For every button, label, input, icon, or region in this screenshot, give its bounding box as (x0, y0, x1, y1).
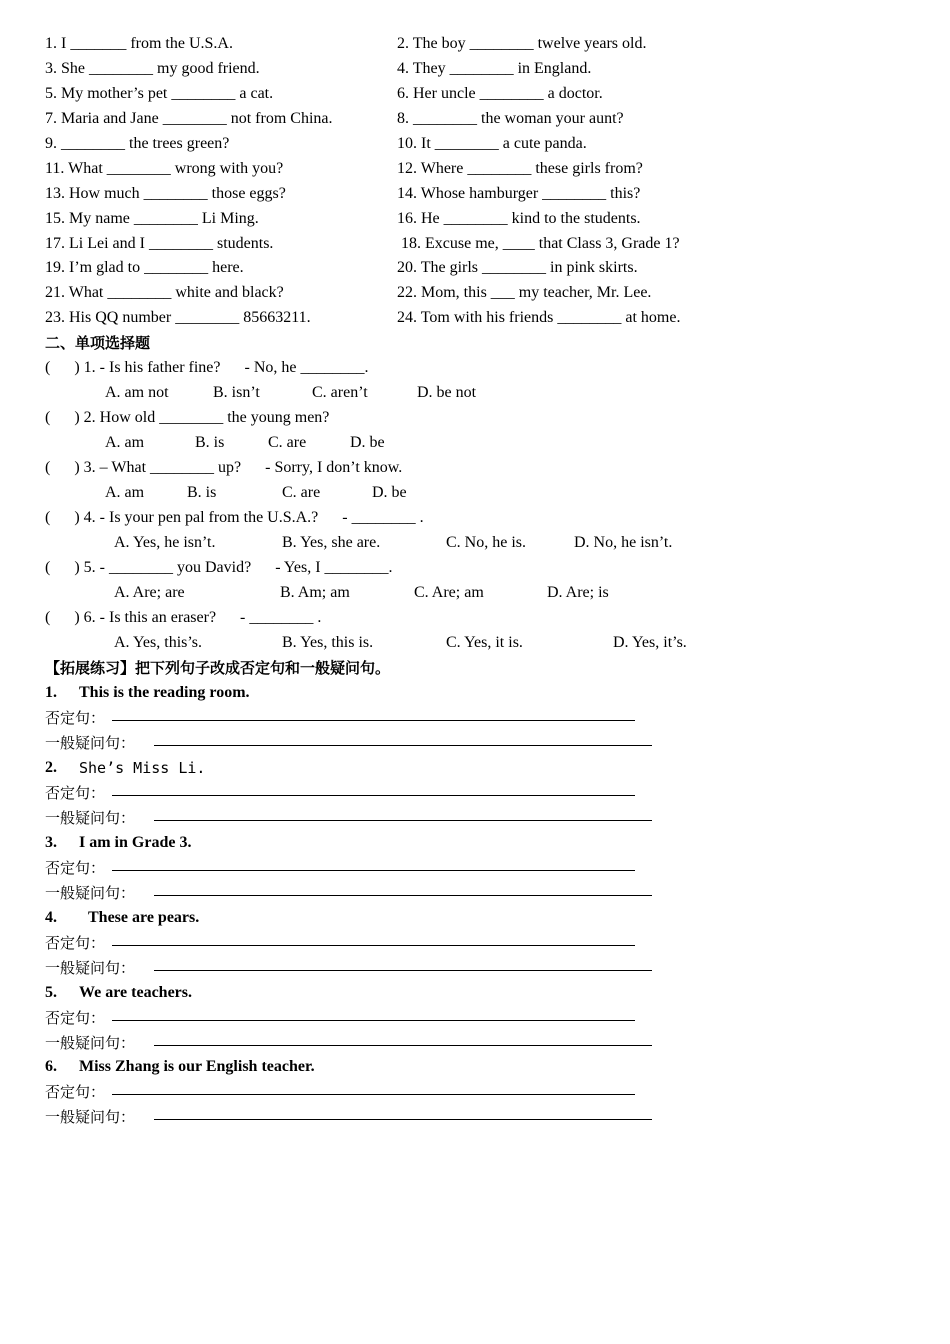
mc-option: B. is (195, 434, 225, 451)
fill-blank-item: 20. The girls ________ in pink skirts. (397, 259, 638, 276)
negative-label: 否定句： (45, 709, 106, 727)
fill-blank-item: 17. Li Lei and I ________ students. (45, 235, 274, 252)
negative-answer-line[interactable] (112, 945, 635, 946)
negative-answer-line[interactable] (112, 870, 635, 871)
fill-blank-item: 14. Whose hamburger ________ this? (397, 185, 641, 202)
fill-blank-item: 22. Mom, this ___ my teacher, Mr. Lee. (397, 284, 652, 301)
mc-option: D. Yes, it’s. (613, 634, 687, 651)
question-answer-line[interactable] (154, 745, 652, 746)
mc-option: A. Yes, he isn’t. (114, 534, 216, 551)
transform-sentence: This is the reading room. (79, 684, 250, 701)
transform-number: 2. (45, 759, 57, 776)
mc-option: B. isn’t (213, 384, 260, 401)
fill-blank-item: 18. Excuse me, ____ that Class 3, Grade 1? (397, 235, 680, 252)
fill-blank-item: 10. It ________ a cute panda. (397, 135, 587, 152)
mc-option: D. Are; is (547, 584, 609, 601)
mc-option: A. am (105, 434, 145, 451)
mc-question-stem: ( ) 2. How old ________ the young men? (45, 409, 330, 426)
question-answer-line[interactable] (154, 820, 652, 821)
question-answer-line[interactable] (154, 1045, 652, 1046)
question-label: 一般疑问句： (45, 734, 136, 752)
fill-blank-item: 4. They ________ in England. (397, 60, 592, 77)
fill-blank-item: 15. My name ________ Li Ming. (45, 210, 259, 227)
mc-question-stem: ( ) 1. - Is his father fine? - No, he ________. (45, 359, 369, 376)
question-label: 一般疑问句： (45, 1108, 136, 1126)
mc-question-stem: ( ) 6. - Is this an eraser? - ________ . (45, 609, 322, 626)
negative-label: 否定句： (45, 784, 106, 802)
fill-blank-item: 12. Where ________ these girls from? (397, 160, 643, 177)
fill-blank-item: 7. Maria and Jane ________ not from China. (45, 110, 333, 127)
mc-option: C. are (282, 484, 321, 501)
negative-label: 否定句： (45, 934, 106, 952)
transform-sentence: I am in Grade 3. (79, 834, 192, 851)
transform-sentence: She’s Miss Li. (79, 759, 206, 777)
negative-answer-line[interactable] (112, 720, 635, 721)
question-label: 一般疑问句： (45, 1034, 136, 1052)
question-answer-line[interactable] (154, 895, 652, 896)
fill-blank-item: 24. Tom with his friends ________ at home. (397, 309, 681, 326)
transform-number: 1. (45, 684, 57, 701)
negative-label: 否定句： (45, 1083, 106, 1101)
section-title: 二、单项选择题 (45, 334, 151, 352)
mc-option: B. Am; am (280, 584, 350, 601)
mc-question-stem: ( ) 5. - ________ you David? - Yes, I ________. (45, 559, 393, 576)
negative-answer-line[interactable] (112, 1020, 635, 1021)
transform-sentence: These are pears. (88, 909, 200, 926)
mc-option: C. are (268, 434, 307, 451)
question-answer-line[interactable] (154, 970, 652, 971)
fill-blank-item: 11. What ________ wrong with you? (45, 160, 284, 177)
mc-question-stem: ( ) 3. – What ________ up? - Sorry, I don’t know. (45, 459, 403, 476)
mc-option: A. am not (105, 384, 169, 401)
fill-blank-item: 3. She ________ my good friend. (45, 60, 260, 77)
fill-blank-item: 23. His QQ number ________ 85663211. (45, 309, 311, 326)
fill-blank-item: 8. ________ the woman your aunt? (397, 110, 624, 127)
fill-blank-item: 21. What ________ white and black? (45, 284, 284, 301)
negative-answer-line[interactable] (112, 795, 635, 796)
fill-blank-item: 1. I _______ from the U.S.A. (45, 35, 233, 52)
question-label: 一般疑问句： (45, 809, 136, 827)
transform-number: 5. (45, 984, 57, 1001)
question-label: 一般疑问句： (45, 884, 136, 902)
fill-blank-item: 19. I’m glad to ________ here. (45, 259, 244, 276)
fill-blank-item: 13. How much ________ those eggs? (45, 185, 286, 202)
mc-option: D. be (350, 434, 385, 451)
mc-option: C. aren’t (312, 384, 368, 401)
mc-option: D. be (372, 484, 407, 501)
question-answer-line[interactable] (154, 1119, 652, 1120)
mc-option: B. Yes, this is. (282, 634, 374, 651)
mc-option: A. Yes, this’s. (114, 634, 203, 651)
fill-blank-item: 6. Her uncle ________ a doctor. (397, 85, 603, 102)
section-title: 【拓展练习】把下列句子改成否定句和一般疑问句。 (45, 659, 391, 677)
fill-blank-item: 2. The boy ________ twelve years old. (397, 35, 647, 52)
transform-number: 4. (45, 909, 57, 926)
mc-option: B. is (187, 484, 217, 501)
mc-option: A. Are; are (114, 584, 185, 601)
mc-option: B. Yes, she are. (282, 534, 381, 551)
transform-sentence: Miss Zhang is our English teacher. (79, 1058, 315, 1075)
fill-blank-item: 9. ________ the trees green? (45, 135, 230, 152)
fill-blank-item: 5. My mother’s pet ________ a cat. (45, 85, 274, 102)
mc-option: A. am (105, 484, 145, 501)
fill-blank-item: 16. He ________ kind to the students. (397, 210, 641, 227)
transform-number: 6. (45, 1058, 57, 1075)
transform-number: 3. (45, 834, 57, 851)
mc-option: D. be not (417, 384, 477, 401)
question-label: 一般疑问句： (45, 959, 136, 977)
transform-sentence: We are teachers. (79, 984, 192, 1001)
mc-option: C. Are; am (414, 584, 484, 601)
mc-option: C. Yes, it is. (446, 634, 523, 651)
mc-option: C. No, he is. (446, 534, 526, 551)
negative-answer-line[interactable] (112, 1094, 635, 1095)
mc-option: D. No, he isn’t. (574, 534, 673, 551)
negative-label: 否定句： (45, 859, 106, 877)
mc-question-stem: ( ) 4. - Is your pen pal from the U.S.A.? - ________ . (45, 509, 424, 526)
negative-label: 否定句： (45, 1009, 106, 1027)
